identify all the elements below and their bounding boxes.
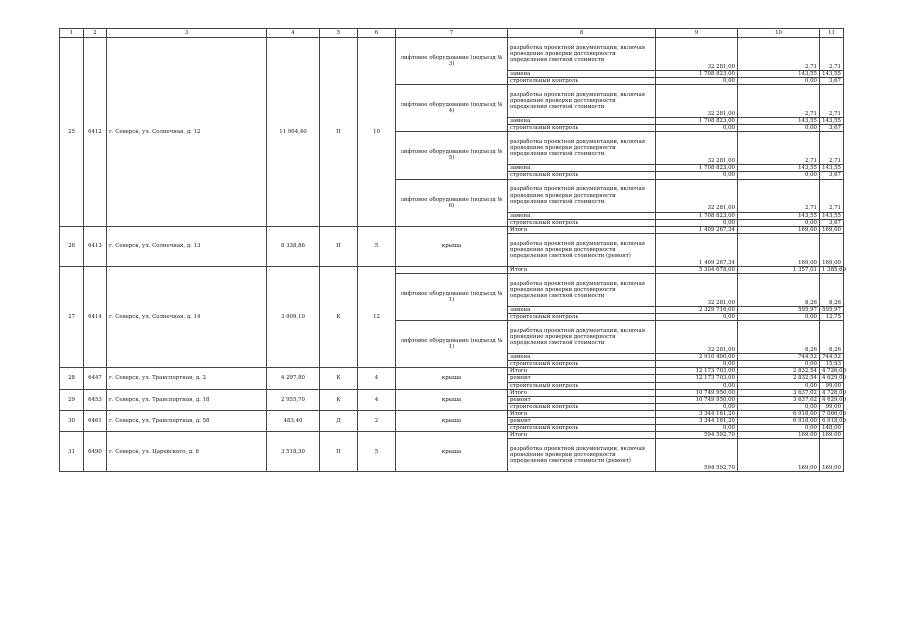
row-number: 29 — [60, 389, 84, 410]
header-cell: 10 — [738, 29, 820, 38]
cost-total: 0,00 — [656, 125, 738, 132]
header-row — [60, 29, 844, 38]
cost-per-sqm: 143,55 — [738, 71, 820, 78]
table-row — [60, 410, 844, 417]
header-cell: 11 — [820, 29, 844, 38]
work-type: строительный контроль — [508, 219, 656, 226]
work-type: ремонт — [508, 396, 656, 403]
work-type: разработка проектной документации, включая проведение проверки достоверности определения сметной стоимости — [508, 179, 656, 212]
header-cell: 7 — [396, 29, 508, 38]
floors: 5 — [358, 226, 396, 266]
wall-material: К — [320, 368, 358, 389]
cost-per-sqm: 143,55 — [738, 118, 820, 125]
work-type: замена — [508, 212, 656, 219]
cost-per-sqm: 0,00 — [738, 425, 820, 432]
cost-limit: 143,55 — [820, 165, 844, 172]
cost-total: 32 281,00 — [656, 179, 738, 212]
area: 11 904,40 — [267, 38, 320, 227]
table-row — [60, 389, 844, 396]
cost-per-sqm: 6 918,00 — [738, 410, 820, 417]
header-cell: 5 — [320, 29, 358, 38]
floors: 4 — [358, 389, 396, 410]
cost-limit: 148,00 — [820, 425, 844, 432]
cost-total: 0,00 — [656, 78, 738, 85]
work-type: замена — [508, 354, 656, 361]
cost-total: 0,00 — [656, 403, 738, 410]
row-number: 25 — [60, 38, 84, 227]
table-row — [60, 38, 844, 71]
cost-limit: 3,67 — [820, 78, 844, 85]
object-code: 6447 — [84, 368, 107, 389]
cost-limit: 2,71 — [820, 132, 844, 165]
object-code: 6413 — [84, 226, 107, 266]
header-cell: 2 — [84, 29, 107, 38]
element-name-empty — [396, 266, 508, 273]
wall-material: П — [320, 226, 358, 266]
cost-total: 32 281,00 — [656, 132, 738, 165]
work-type: строительный контроль — [508, 125, 656, 132]
cost-total: 594 592,70 — [656, 439, 738, 472]
cost-per-sqm: 0,00 — [738, 219, 820, 226]
cost-total: 10 749 950,00 — [656, 396, 738, 403]
header-cell: 1 — [60, 29, 84, 38]
cost-limit: 3,67 — [820, 219, 844, 226]
wall-material: Д — [320, 410, 358, 431]
work-type: строительный контроль — [508, 425, 656, 432]
object-code: 6414 — [84, 266, 107, 367]
table-row — [60, 368, 844, 375]
element-name: лифтовое оборудование (подъезд № 6) — [396, 179, 508, 226]
header-cell: 9 — [656, 29, 738, 38]
cost-limit: 15,93 — [820, 361, 844, 368]
area: 3 518,30 — [267, 432, 320, 472]
work-type: строительный контроль — [508, 382, 656, 389]
row-number: 27 — [60, 266, 84, 367]
work-type: замена — [508, 165, 656, 172]
cost-total: 32 281,00 — [656, 273, 738, 306]
cost-per-sqm: 2 832,54 — [738, 375, 820, 382]
cost-limit: 2,71 — [820, 179, 844, 212]
cost-limit: 8,26 — [820, 321, 844, 354]
cost-per-sqm: 0,00 — [738, 172, 820, 179]
work-type: строительный контроль — [508, 78, 656, 85]
cost-total: 32 281,00 — [656, 38, 738, 71]
header-cell: 8 — [508, 29, 656, 38]
work-type: строительный контроль — [508, 172, 656, 179]
cost-per-sqm: 744,52 — [738, 354, 820, 361]
work-type: ремонт — [508, 417, 656, 424]
cost-limit: 169,00 — [820, 439, 844, 472]
work-type: разработка проектной документации, включая проведение проверки достоверности определения сметной стоимости — [508, 38, 656, 71]
cost-limit: 169,00 — [820, 432, 844, 439]
cost-limit: 4 726,00 — [820, 368, 844, 375]
cost-total: 2 910 400,00 — [656, 354, 738, 361]
area: 483,40 — [267, 410, 320, 431]
area: 3 909,10 — [267, 266, 320, 367]
cost-total: 0,00 — [656, 314, 738, 321]
cost-total: 1 409 267,34 — [656, 226, 738, 233]
table-row — [60, 226, 844, 233]
cost-total: 32 281,00 — [656, 321, 738, 354]
work-type: строительный контроль — [508, 314, 656, 321]
object-code: 6461 — [84, 410, 107, 431]
cost-total: 5 304 678,00 — [656, 266, 738, 273]
cost-limit: 7 066,00 — [820, 410, 844, 417]
cost-per-sqm: 169,00 — [738, 226, 820, 233]
cost-limit: 4 629,00 — [820, 396, 844, 403]
address: г. Северск, ул. Солнечная, д. 13 — [107, 226, 267, 266]
element-name: лифтовое оборудование (подъезд № 5) — [396, 132, 508, 179]
work-type: замена — [508, 71, 656, 78]
row-number: 28 — [60, 368, 84, 389]
cost-per-sqm: 2 832,54 — [738, 368, 820, 375]
work-type: Итого — [508, 410, 656, 417]
cost-total: 594 592,70 — [656, 432, 738, 439]
element-name: крыша — [396, 226, 508, 266]
cost-per-sqm: 3 637,02 — [738, 396, 820, 403]
cost-limit: 2,71 — [820, 38, 844, 71]
work-type: разработка проектной документации, включая проведение проверки достоверности определения сметной стоимости — [508, 132, 656, 165]
row-number: 30 — [60, 410, 84, 431]
cost-per-sqm: 0,00 — [738, 403, 820, 410]
cost-total: 0,00 — [656, 219, 738, 226]
cost-per-sqm: 595,97 — [738, 306, 820, 313]
wall-material: К — [320, 266, 358, 367]
cost-limit: 744,52 — [820, 354, 844, 361]
work-type: разработка проектной документации, включая проведение проверки достоверности определения сметной стоимости — [508, 85, 656, 118]
cost-per-sqm: 0,00 — [738, 314, 820, 321]
address: г. Северск, ул. Солнечная, д. 14 — [107, 266, 267, 367]
cost-per-sqm: 8,26 — [738, 273, 820, 306]
cost-per-sqm: 2,71 — [738, 38, 820, 71]
cost-limit: 8,26 — [820, 273, 844, 306]
address: г. Северск, ул. Солнечная, д. 12 — [107, 38, 267, 227]
element-name: лифтовое оборудование (подъезд № 1) — [396, 273, 508, 320]
work-type: Итого — [508, 389, 656, 396]
cost-per-sqm: 2,71 — [738, 179, 820, 212]
cost-total: 1 708 823,00 — [656, 118, 738, 125]
cost-total: 0,00 — [656, 361, 738, 368]
cost-per-sqm: 1 357,01 — [738, 266, 820, 273]
address: г. Северск, ул. Транспортная, д. 2 — [107, 368, 267, 389]
cost-total: 3 344 161,20 — [656, 417, 738, 424]
cost-per-sqm: 8,26 — [738, 321, 820, 354]
cost-total: 32 281,00 — [656, 85, 738, 118]
cost-total: 12 173 703,00 — [656, 368, 738, 375]
element-name: крыша — [396, 432, 508, 472]
table-row — [60, 432, 844, 439]
floors: 10 — [358, 38, 396, 227]
cost-limit: 143,55 — [820, 118, 844, 125]
wall-material: П — [320, 432, 358, 472]
row-number: 31 — [60, 432, 84, 472]
element-name: лифтовое оборудование (подъезд № 1) — [396, 321, 508, 368]
cost-per-sqm: 0,00 — [738, 78, 820, 85]
area: 2 955,70 — [267, 389, 320, 410]
cost-limit: 3,67 — [820, 172, 844, 179]
cost-limit: 6 918,00 — [820, 417, 844, 424]
object-code: 6453 — [84, 389, 107, 410]
cost-limit: 595,97 — [820, 306, 844, 313]
row-number: 26 — [60, 226, 84, 266]
cost-limit: 4 728,00 — [820, 389, 844, 396]
cost-limit: 99,00 — [820, 382, 844, 389]
work-type: Итого — [508, 368, 656, 375]
cost-per-sqm: 0,00 — [738, 361, 820, 368]
cost-total: 3 344 161,20 — [656, 410, 738, 417]
element-name: лифтовое оборудование (подъезд № 4) — [396, 85, 508, 132]
floors: 5 — [358, 432, 396, 472]
cost-total: 2 329 716,00 — [656, 306, 738, 313]
work-type: разработка проектной документации, включая проведение проверки достоверности определения сметной стоимости (ремонт) — [508, 439, 656, 472]
work-type: разработка проектной документации, включая проведение проверки достоверности определения сметной стоимости — [508, 273, 656, 306]
address: г. Северск, ул. Транспортная, д. 18 — [107, 389, 267, 410]
area: 4 297,80 — [267, 368, 320, 389]
cost-total: 0,00 — [656, 382, 738, 389]
object-code: 6412 — [84, 38, 107, 227]
cost-per-sqm: 6 918,00 — [738, 417, 820, 424]
cost-per-sqm: 169,00 — [738, 233, 820, 266]
work-type: Итого — [508, 266, 656, 273]
cost-per-sqm: 143,55 — [738, 212, 820, 219]
cost-limit: 1 385,69 — [820, 266, 844, 273]
cost-per-sqm: 2,71 — [738, 132, 820, 165]
cost-limit: 169,00 — [820, 233, 844, 266]
cost-total: 10 749 950,00 — [656, 389, 738, 396]
cost-per-sqm: 3 637,02 — [738, 389, 820, 396]
cost-limit: 3,67 — [820, 125, 844, 132]
floors: 4 — [358, 368, 396, 389]
floors: 12 — [358, 266, 396, 367]
cost-limit: 143,55 — [820, 212, 844, 219]
cost-limit: 2,71 — [820, 85, 844, 118]
cost-limit: 169,00 — [820, 226, 844, 233]
area: 8 338,86 — [267, 226, 320, 266]
cost-total: 1 708 823,00 — [656, 71, 738, 78]
cost-per-sqm: 169,00 — [738, 439, 820, 472]
cost-per-sqm: 0,00 — [738, 382, 820, 389]
cost-total: 0,00 — [656, 425, 738, 432]
header-cell: 4 — [267, 29, 320, 38]
cost-limit: 12,75 — [820, 314, 844, 321]
work-type: строительный контроль — [508, 403, 656, 410]
floors: 2 — [358, 410, 396, 431]
work-type: Итого — [508, 226, 656, 233]
cost-per-sqm: 2,71 — [738, 85, 820, 118]
work-type: Итого — [508, 432, 656, 439]
address: г. Северск, ул. Транспортная, д. 58 — [107, 410, 267, 431]
work-type: замена — [508, 118, 656, 125]
work-type: ремонт — [508, 375, 656, 382]
header-cell: 3 — [107, 29, 267, 38]
table-row — [60, 266, 844, 273]
wall-material: П — [320, 38, 358, 227]
cost-per-sqm: 0,00 — [738, 125, 820, 132]
element-name: крыша — [396, 389, 508, 410]
address: г. Северск, ул. Царевского, д. 8 — [107, 432, 267, 472]
wall-material: К — [320, 389, 358, 410]
cost-limit: 99,00 — [820, 403, 844, 410]
cost-per-sqm: 143,55 — [738, 165, 820, 172]
cost-per-sqm: 169,00 — [738, 432, 820, 439]
repair-schedule-table — [59, 28, 847, 472]
cost-total: 1 409 267,34 — [656, 233, 738, 266]
object-code: 6490 — [84, 432, 107, 472]
header-cell: 6 — [358, 29, 396, 38]
cost-total: 1 708 823,00 — [656, 165, 738, 172]
element-name: крыша — [396, 368, 508, 389]
element-name: крыша — [396, 410, 508, 431]
cost-limit: 4 629,00 — [820, 375, 844, 382]
cost-total: 1 708 823,00 — [656, 212, 738, 219]
cost-total: 12 173 703,00 — [656, 375, 738, 382]
cost-total: 0,00 — [656, 172, 738, 179]
work-type: разработка проектной документации, включая проведение проверки достоверности определения сметной стоимости — [508, 321, 656, 354]
work-type: замена — [508, 306, 656, 313]
work-type: строительный контроль — [508, 361, 656, 368]
work-type: разработка проектной документации, включая проведение проверки достоверности определения сметной стоимости (ремонт) — [508, 233, 656, 266]
cost-limit: 143,55 — [820, 71, 844, 78]
element-name: лифтовое оборудование (подъезд № 3) — [396, 38, 508, 85]
